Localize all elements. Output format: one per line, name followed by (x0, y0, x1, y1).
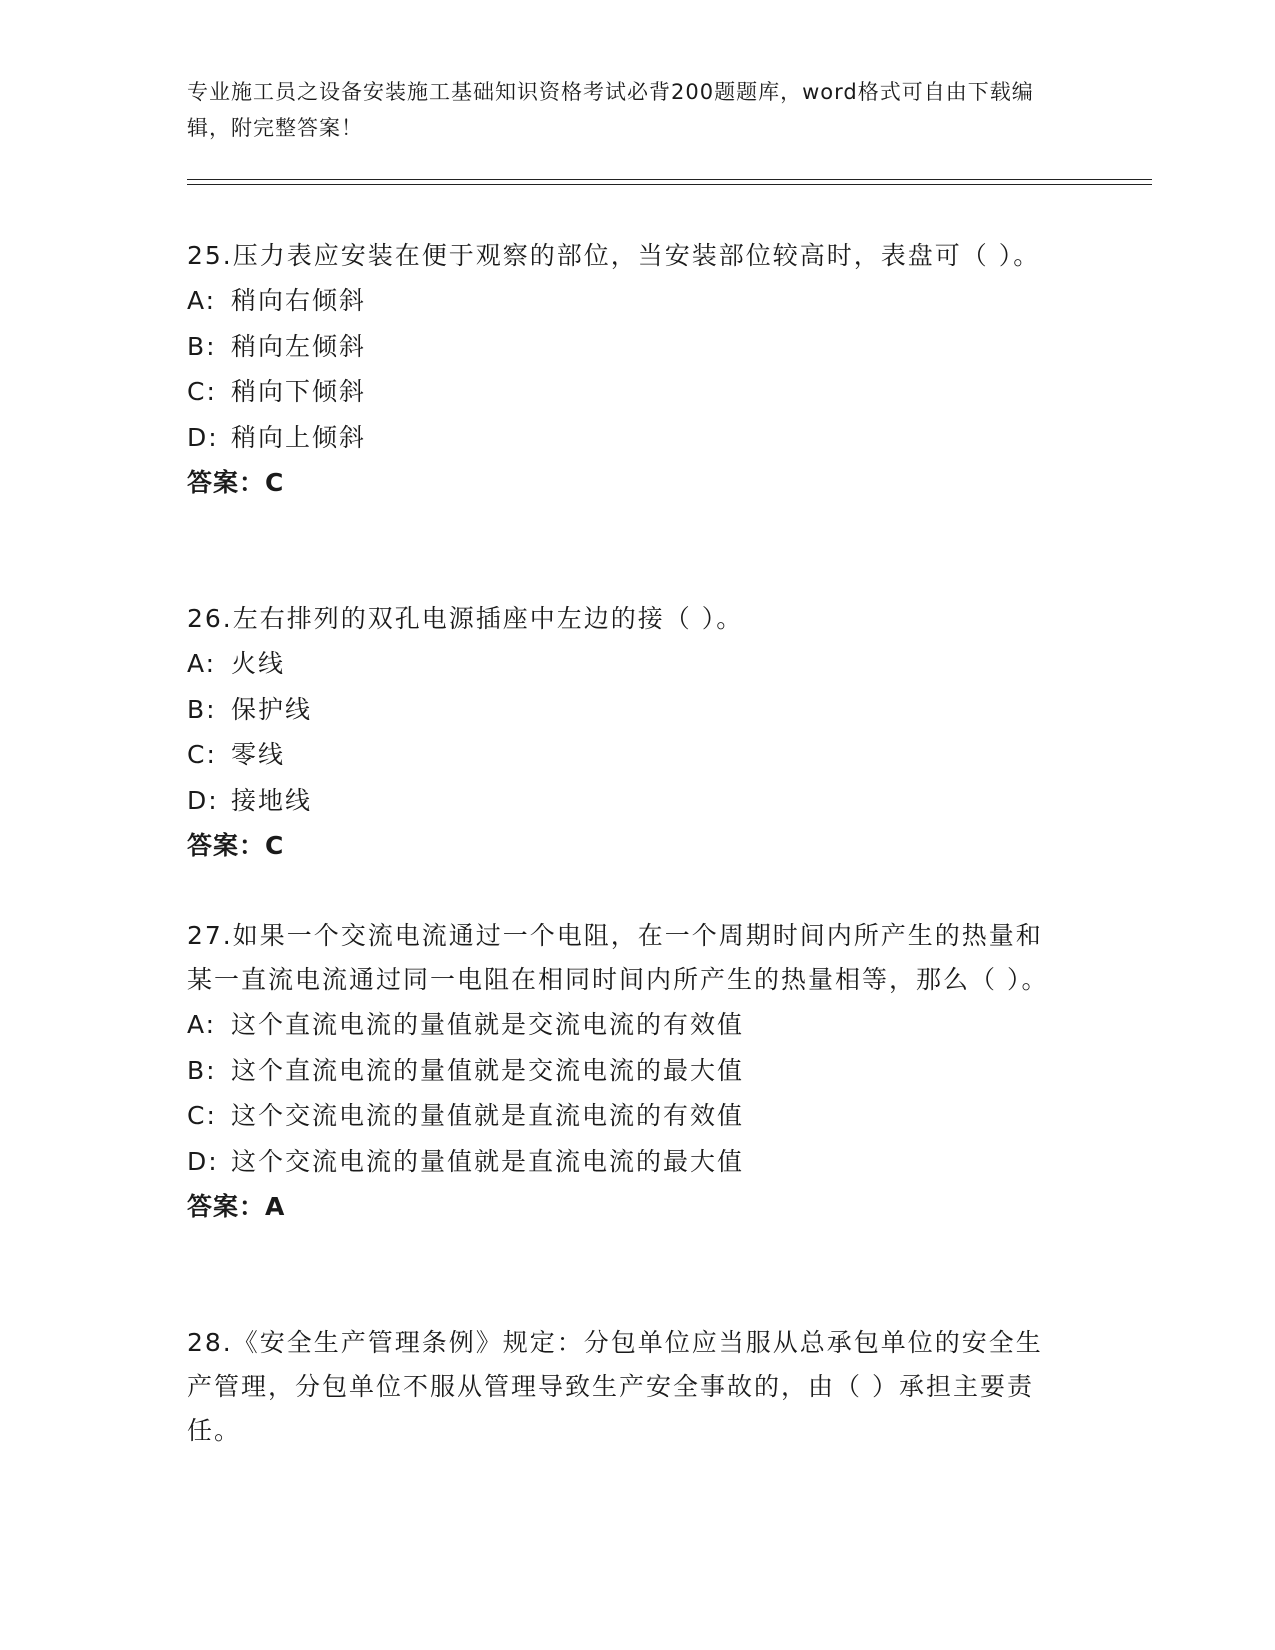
option-d (187, 778, 1067, 824)
option-b (187, 1048, 1067, 1094)
option-letter: A: (187, 1010, 217, 1039)
option-letter: D: (187, 422, 219, 452)
option-text: 这个直流电流的量值就是交流电流的最大值 (231, 1055, 745, 1085)
option-letter: C: (187, 377, 217, 406)
option-d (187, 415, 1067, 461)
option-letter: B: (187, 1055, 217, 1085)
option-text: 这个交流电流的量值就是直流电流的最大值 (231, 1146, 745, 1176)
option-text: 稍向上倾斜 (231, 422, 367, 452)
question-stem: 27.如果一个交流电流通过一个电阻，在一个周期时间内所产生的热量和某一直流电流通过同一电阻在相同时间内所产生的热量相等，那么（ ）。 (187, 921, 1049, 994)
option-letter: B: (187, 331, 217, 361)
question-28 (187, 1321, 1067, 1453)
option-text: 稍向左倾斜 (231, 331, 367, 361)
option-d (187, 1139, 1067, 1185)
option-b (187, 687, 1067, 733)
option-letter: D: (187, 785, 219, 815)
answer-line: 答案：C (187, 831, 285, 860)
question-stem: 28.《安全生产管理条例》规定：分包单位应当服从总承包单位的安全生产管理，分包单位不服从管理导致生产安全事故的，由（ ）承担主要责任。 (187, 1328, 1043, 1445)
option-text: 稍向右倾斜 (231, 286, 367, 315)
option-text: 接地线 (231, 785, 313, 815)
option-a (187, 278, 1067, 324)
option-letter: C: (187, 1101, 217, 1130)
question-26 (187, 597, 1067, 869)
option-b (187, 324, 1067, 370)
question-stem: 25.压力表应安装在便于观察的部位，当安装部位较高时，表盘可（ ）。 (187, 241, 1041, 270)
option-letter: A: (187, 649, 217, 678)
question-stem: 26.左右排列的双孔电源插座中左边的接（ ）。 (187, 604, 744, 633)
question-27 (187, 914, 1067, 1230)
option-text: 这个直流电流的量值就是交流电流的有效值 (231, 1010, 745, 1039)
header-divider-bottom (187, 184, 1152, 185)
option-c (187, 369, 1067, 415)
option-text: 火线 (231, 649, 286, 678)
option-letter: D: (187, 1146, 219, 1176)
header-divider-top (187, 179, 1152, 180)
option-letter: B: (187, 694, 217, 724)
option-text: 这个交流电流的量值就是直流电流的有效值 (231, 1101, 745, 1130)
question-25 (187, 234, 1067, 506)
option-c (187, 732, 1067, 778)
option-letter: A: (187, 286, 217, 315)
answer-line: 答案：A (187, 1192, 286, 1221)
option-a (187, 1002, 1067, 1048)
option-text: 保护线 (231, 694, 313, 724)
option-letter: C: (187, 740, 217, 769)
option-a (187, 641, 1067, 687)
answer-line: 答案：C (187, 468, 285, 497)
option-c (187, 1093, 1067, 1139)
option-text: 稍向下倾斜 (231, 377, 367, 406)
option-text: 零线 (231, 740, 286, 769)
document-header-title: 专业施工员之设备安装施工基础知识资格考试必背200题题库，word格式可自由下载编辑，附完整答案！ (187, 80, 1034, 140)
